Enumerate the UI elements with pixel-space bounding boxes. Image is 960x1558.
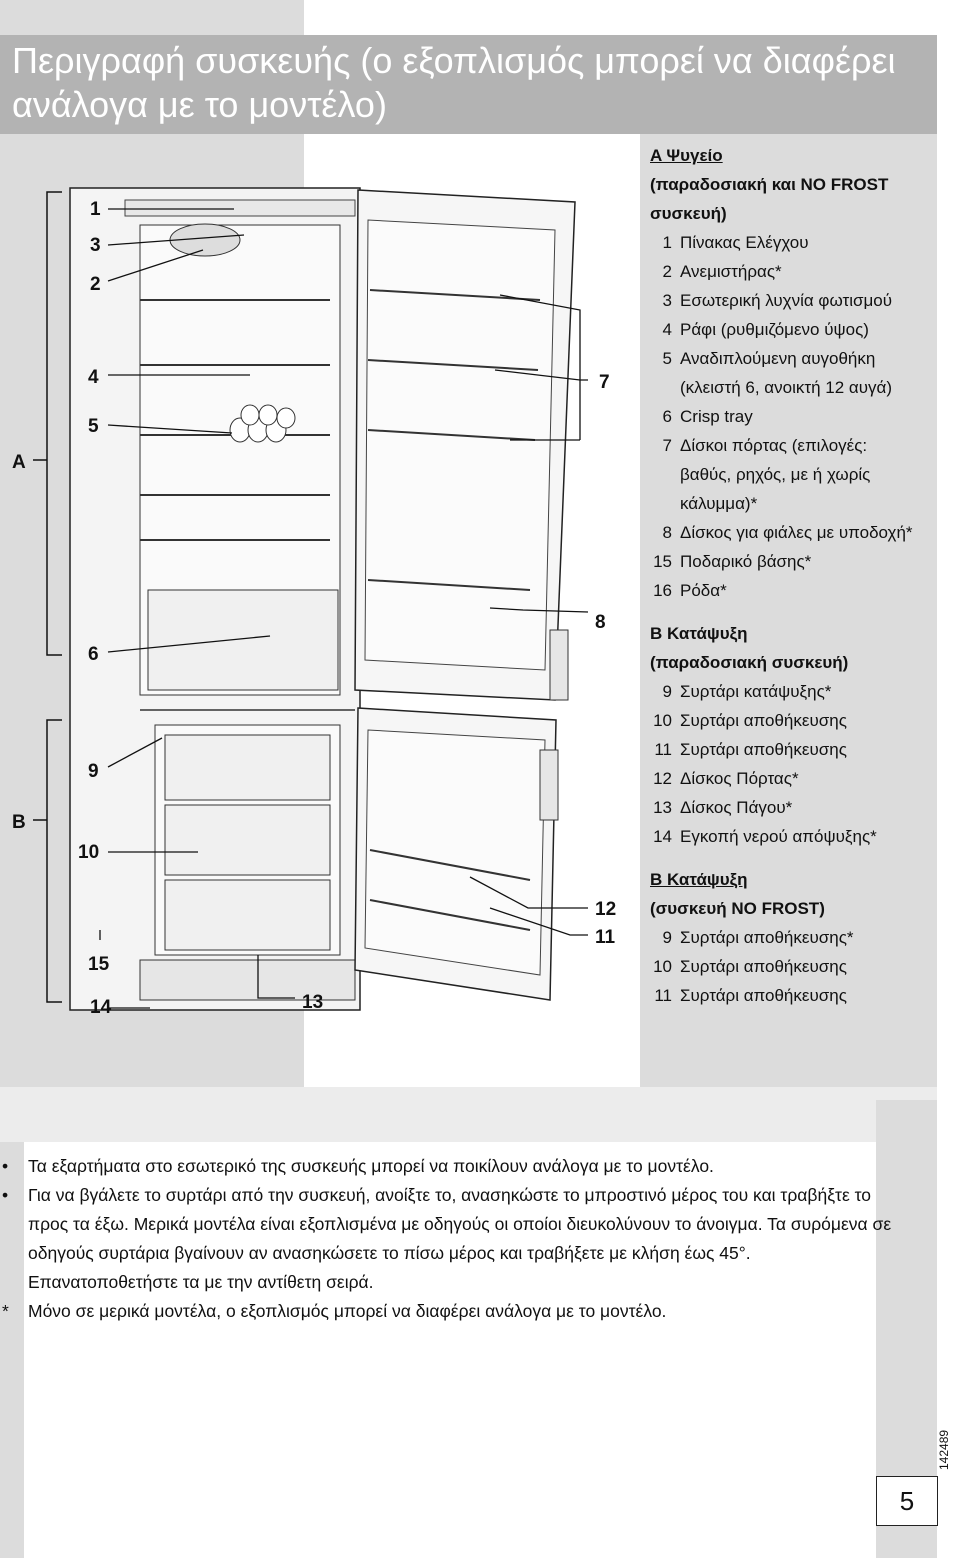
legend-item: 5 Αναδιπλούμενη αυγοθήκη — [662, 349, 876, 368]
callout-1: 1 — [90, 199, 101, 220]
fridge-body — [70, 188, 360, 1010]
callout-13: 13 — [302, 992, 324, 1013]
bracket-a — [33, 192, 62, 655]
page-number: 5 — [876, 1476, 938, 1526]
callout-12: 12 — [595, 899, 617, 920]
section-b2-subheading: (συσκευή NO FROST) — [650, 899, 825, 918]
callout-8: 8 — [595, 612, 606, 633]
callout-10: 10 — [78, 842, 100, 863]
callout-5: 5 — [88, 416, 99, 437]
legend-item: 8 Δίσκος για φιάλες με υποδοχή* — [662, 523, 913, 542]
upper-door — [355, 190, 575, 700]
section-a-subheading-2: συσκευή) — [650, 204, 727, 223]
legend-item: 9 Συρτάρι αποθήκευσης* — [662, 928, 854, 947]
document-code: 142489 — [937, 1429, 951, 1470]
legend-item: 6 Crisp tray — [662, 407, 753, 426]
legend-item: 13 Δίσκος Πάγου* — [653, 798, 793, 817]
legend-item: 1 Πίνακας Ελέγχου — [662, 233, 809, 252]
callout-11: 11 — [595, 927, 616, 948]
section-b2-heading: B Κατάψυξη — [650, 870, 748, 889]
legend-item: 11 Συρτάρι αποθήκευσης — [654, 740, 847, 759]
section-a-heading: A Ψυγείο — [650, 146, 723, 165]
legend-item-continuation: βαθύς, ρηχός, με ή χωρίς — [680, 465, 871, 484]
notes — [0, 1152, 900, 1326]
callout-3: 3 — [90, 235, 101, 256]
legend-item: 10 Συρτάρι αποθήκευσης — [653, 711, 847, 730]
callout-2: 2 — [90, 274, 101, 295]
note-item: • Για να βγάλετε το συρτάρι από την συσκευή, ανοίξτε το, ανασηκώστε το μπροστινό μέρος του και τραβήξτε το προς τα έξω. Μερικά μοντέλα είναι εξοπλισμένα με οδηγούς οι οποίοι διευκολύνουν το άνοιγμα. Τα συρόμενα σε οδηγούς συρτάρια βγαίνουν αν ανασηκώσετε το πίσω μέρος και τραβήξετε με κλήση έως 45°. Επανατοποθετήστε τα με την αντίθετη σειρά. — [2, 1185, 892, 1292]
note-item: • Τα εξαρτήματα στο εσωτερικό της συσκευής μπορεί να ποικίλουν ανάλογα με το μοντέλο. — [2, 1156, 714, 1176]
legend-item: 11 Συρτάρι αποθήκευσης — [654, 986, 847, 1005]
callout-14: 14 — [90, 997, 112, 1018]
section-a-subheading: (παραδοσιακή και NO FROST — [650, 175, 889, 194]
section-b1-subheading: (παραδοσιακή συσκευή) — [650, 653, 849, 672]
page-title: Περιγραφή συσκευής (ο εξοπλισμός μπορεί να διαφέρει ανάλογα με το μοντέλο) — [12, 40, 896, 125]
legend-item: 4 Ράφι (ρυθμιζόμενο ύψος) — [662, 320, 869, 339]
section-b1-heading: B Κατάψυξη — [650, 624, 748, 643]
legend-item: 14 Εγκοπή νερού απόψυξης* — [653, 827, 877, 846]
callout-9: 9 — [88, 761, 99, 782]
callout-6: 6 — [88, 644, 99, 665]
legend-item: 15 Ποδαρικό βάσης* — [653, 552, 812, 571]
group-label-a: A — [12, 452, 26, 473]
legend-item: 16 Ρόδα* — [653, 581, 727, 600]
fridge-diagram — [0, 140, 640, 1040]
legend-item: 10 Συρτάρι αποθήκευσης — [653, 957, 847, 976]
callout-4: 4 — [88, 367, 99, 388]
note-item: * Μόνο σε μερικά μοντέλα, ο εξοπλισμός μπορεί να διαφέρει ανάλογα με το μοντέλο. — [2, 1301, 667, 1321]
legend-item: 3 Εσωτερική λυχνία φωτισμού — [662, 291, 893, 310]
legend-item-continuation: (κλειστή 6, ανοικτή 12 αυγά) — [680, 378, 893, 397]
callout-7: 7 — [599, 372, 610, 393]
legend-item: 9 Συρτάρι κατάψυξης* — [662, 682, 832, 701]
parts-legend — [650, 141, 940, 1010]
legend-item: 7 Δίσκοι πόρτας (επιλογές: — [662, 436, 868, 455]
bracket-b — [33, 720, 62, 1002]
bottom-grey-strip — [0, 1087, 937, 1142]
lower-door — [355, 708, 558, 1000]
group-label-b: B — [12, 812, 26, 833]
callout-15: 15 — [88, 954, 110, 975]
title-bar — [0, 35, 937, 134]
legend-item: 2 Ανεμιστήρας* — [662, 262, 782, 281]
legend-item-continuation: κάλυμμα)* — [680, 494, 758, 513]
legend-item: 12 Δίσκος Πόρτας* — [653, 769, 799, 788]
